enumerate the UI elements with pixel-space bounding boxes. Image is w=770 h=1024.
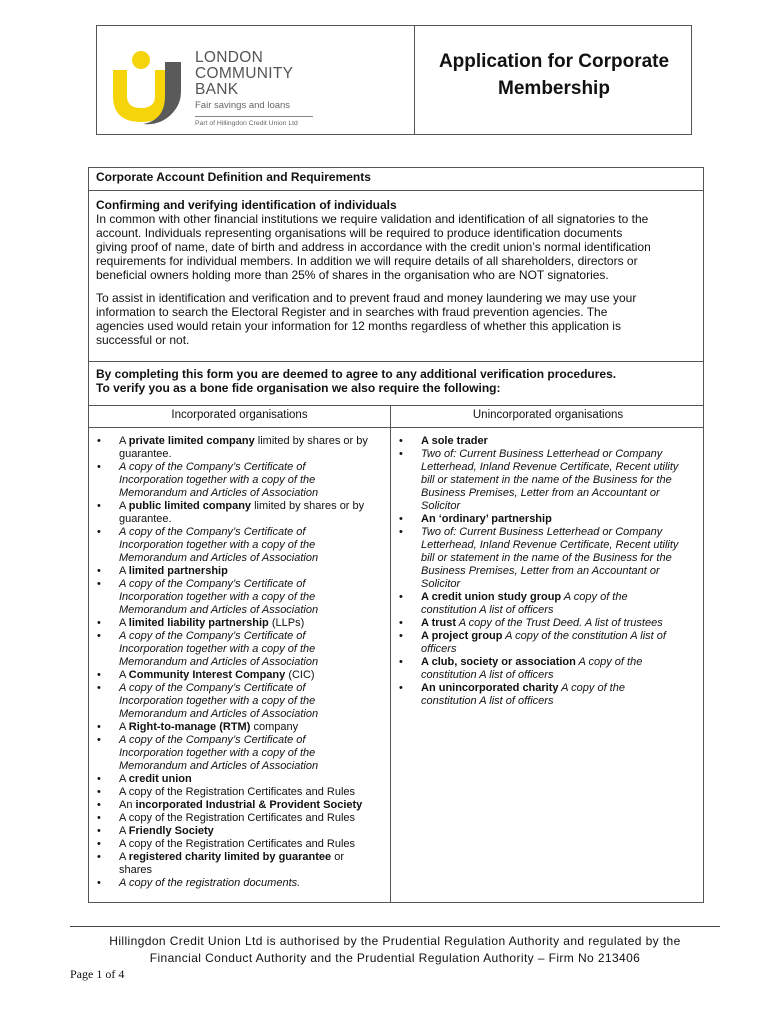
item-emphasis: A project group (421, 630, 503, 642)
footer-line-1: Hillingdon Credit Union Ltd is authorised by the Prudential Regulation Authority and regulated by the (109, 934, 681, 948)
agree-divider (89, 361, 703, 362)
brand-tagline: Fair savings and loans (195, 100, 291, 111)
footer-line-2: Financial Conduct Authority and the Prudential Regulation Authority – Firm No 213406 (149, 951, 641, 965)
column-divider (390, 405, 391, 902)
item-text: A copy of the Company’s Certificate of (119, 734, 306, 746)
item-text: A copy of the Trust Deed. A list of trustees (456, 617, 663, 629)
brand-name-line-2: COMMUNITY (195, 65, 294, 82)
item-continuation: Business Premises, Letter from an Accountant or (421, 565, 660, 577)
item-text: A (119, 617, 129, 629)
list-item (90, 565, 388, 578)
list-item (392, 448, 702, 513)
item-text: A (119, 500, 129, 512)
document-title (415, 48, 693, 102)
item-continuation: shares (119, 864, 153, 876)
item-text: A copy of the (558, 682, 625, 694)
item-text: (CIC) (285, 669, 315, 681)
item-text: A (119, 565, 129, 577)
item-emphasis: A club, society or association (421, 656, 576, 668)
item-text: A (119, 669, 129, 681)
list-item (90, 838, 388, 851)
list-item (392, 591, 702, 617)
item-text: A (119, 825, 129, 837)
list-item (90, 825, 388, 838)
agreement-line-1: By completing this form you are deemed to agree to any additional verification procedures. (96, 367, 617, 381)
item-text: A copy of the Registration Certificates and Rules (119, 838, 356, 850)
item-text: (LLPs) (268, 617, 305, 629)
brand-divider (195, 116, 313, 117)
identification-heading: Confirming and verifying identification of individuals (96, 198, 397, 212)
item-text: A (119, 773, 129, 785)
item-continuation: Incorporation together with a copy of the (119, 695, 316, 707)
list-item (90, 617, 388, 630)
list-item (90, 630, 388, 669)
list-item (392, 656, 702, 682)
verification-paragraph (96, 291, 696, 347)
item-emphasis: A credit union study group (421, 591, 562, 603)
requirements-table (88, 167, 704, 903)
item-emphasis: public limited company (128, 500, 252, 512)
item-continuation: Letterhead, Inland Revenue Certificate, Recent utility (421, 461, 679, 473)
list-item (90, 734, 388, 773)
london-community-bank-logo-icon (105, 48, 197, 126)
item-continuation: Incorporation together with a copy of the (119, 474, 316, 486)
item-emphasis: Right-to-manage (RTM) (128, 721, 251, 733)
item-text: Two of: Current Business Letterhead or Company (421, 526, 663, 538)
item-emphasis: registered charity limited by guarantee (128, 851, 332, 863)
item-emphasis: private limited company (128, 435, 255, 447)
incorporated-list (90, 435, 388, 890)
section-title: Corporate Account Definition and Requirements (96, 170, 371, 184)
item-continuation: Incorporation together with a copy of the (119, 747, 316, 759)
brand-block (195, 50, 313, 127)
paragraph-line: In common with other financial institutions we require validation and identification of all signatories to the (96, 212, 649, 226)
agreement-line-2: To verify you as a bone fide organisation we also require the following: (96, 381, 501, 395)
item-text: company (250, 721, 299, 733)
paragraph-line: account. Individuals representing organisations will be required to produce identification documents (96, 226, 623, 240)
item-continuation: Incorporation together with a copy of the (119, 539, 316, 551)
item-emphasis: limited partnership (128, 565, 228, 577)
list-item (90, 669, 388, 682)
item-text: A copy of the Company’s Certificate of (119, 630, 306, 642)
item-emphasis: limited liability partnership (128, 617, 269, 629)
item-text: A copy of the Registration Certificates and Rules (119, 786, 356, 798)
item-continuation: bill or statement in the name of the Business for the (421, 552, 672, 564)
column-heading-divider (89, 427, 703, 428)
unincorporated-list (392, 435, 702, 708)
list-item (90, 799, 388, 812)
list-item (90, 578, 388, 617)
page-number: Page 1 of 4 (70, 967, 125, 981)
item-text: or (331, 851, 344, 863)
agreement-statement (96, 367, 696, 395)
brand-name-line-3: BANK (195, 81, 239, 98)
item-continuation: guarantee. (119, 448, 172, 460)
list-item (392, 617, 702, 630)
list-item (90, 682, 388, 721)
item-text: An (119, 799, 136, 811)
list-item (392, 435, 702, 448)
paragraph-line: giving proof of name, date of birth and address in accordance with the credit union’s normal identification (96, 240, 651, 254)
item-continuation: Solicitor (421, 578, 461, 590)
item-text: A copy of the Company’s Certificate of (119, 526, 306, 538)
item-text: A copy of the (561, 591, 628, 603)
item-continuation: Memorandum and Articles of Association (119, 708, 319, 720)
list-item (392, 682, 702, 708)
item-text: A copy of the Company’s Certificate of (119, 682, 306, 694)
item-emphasis: Community Interest Company (128, 669, 286, 681)
item-continuation: Memorandum and Articles of Association (119, 656, 319, 668)
paragraph-line: requirements for individual members. In addition we will require details of all shareholders, directors or (96, 254, 638, 268)
item-continuation: constitution A list of officers (421, 604, 554, 616)
list-item (90, 812, 388, 825)
document-title-line-1: Application for Corporate (438, 51, 670, 72)
item-emphasis: An ‘ordinary’ partnership (421, 513, 552, 525)
paragraph-line: information to search the Electoral Register and in searches with fraud prevention agencies. The (96, 305, 608, 319)
identification-paragraph (96, 212, 696, 282)
incorporated-heading: Incorporated organisations (171, 409, 308, 421)
brand-name-line-1: LONDON (195, 49, 264, 66)
item-emphasis: Friendly Society (128, 825, 214, 837)
item-text: A copy of the registration documents. (119, 877, 301, 889)
item-text: A copy of the constitution A list of (502, 630, 666, 642)
item-emphasis: incorporated Industrial & Provident Society (135, 799, 363, 811)
item-continuation: Letterhead, Inland Revenue Certificate, Recent utility (421, 539, 679, 551)
list-item (90, 461, 388, 500)
item-continuation: constitution A list of officers (421, 695, 554, 707)
item-continuation: constitution A list of officers (421, 669, 554, 681)
item-text: Two of: Current Business Letterhead or Company (421, 448, 663, 460)
item-continuation: officers (421, 643, 457, 655)
document-title-line-2: Membership (498, 78, 610, 99)
header-box (96, 25, 692, 135)
item-text: limited by shares or by (251, 500, 365, 512)
paragraph-line: agencies used would retain your information for 12 months regardless of whether this application is (96, 319, 621, 333)
paragraph-line: beneficial owners holding more than 25% of shares in the organisation who are NOT signatories. (96, 268, 609, 282)
item-text: limited by shares or by (254, 435, 368, 447)
item-text: A (119, 721, 129, 733)
item-continuation: Memorandum and Articles of Association (119, 487, 319, 499)
item-text: A copy of the (575, 656, 643, 668)
item-continuation: guarantee. (119, 513, 172, 525)
list-item (90, 786, 388, 799)
item-text: A (119, 435, 129, 447)
paragraph-line: To assist in identification and verification and to prevent fraud and money laundering we may use your (96, 291, 637, 305)
item-emphasis: credit union (128, 773, 192, 785)
item-continuation: Solicitor (421, 500, 461, 512)
item-continuation: Memorandum and Articles of Association (119, 552, 319, 564)
list-item (90, 877, 388, 890)
list-item (90, 773, 388, 786)
list-item (90, 500, 388, 526)
section-title-divider (89, 190, 703, 191)
item-continuation: Incorporation together with a copy of the (119, 591, 316, 603)
list-item (392, 630, 702, 656)
item-text: A (119, 851, 129, 863)
item-emphasis: An unincorporated charity (421, 682, 559, 694)
item-continuation: bill or statement in the name of the Business for the (421, 474, 672, 486)
list-item (90, 851, 388, 877)
item-text: A copy of the Company’s Certificate of (119, 578, 306, 590)
item-continuation: Incorporation together with a copy of the (119, 643, 316, 655)
list-item (392, 526, 702, 591)
paragraph-line: successful or not. (96, 333, 190, 347)
item-continuation: Memorandum and Articles of Association (119, 604, 319, 616)
list-item (90, 435, 388, 461)
unincorporated-heading: Unincorporated organisations (472, 409, 624, 421)
list-item (392, 513, 702, 526)
item-continuation: Business Premises, Letter from an Accountant or (421, 487, 660, 499)
list-item (90, 721, 388, 734)
item-emphasis: A trust (421, 617, 457, 629)
item-text: A copy of the Registration Certificates and Rules (119, 812, 356, 824)
list-item (90, 526, 388, 565)
item-emphasis: A sole trader (421, 435, 488, 447)
columns-top-divider (89, 405, 703, 406)
brand-part-of: Part of Hillingdon Credit Union Ltd (195, 120, 298, 127)
footer (70, 926, 720, 967)
item-text: A copy of the Company’s Certificate of (119, 461, 306, 473)
identification-section (96, 198, 696, 347)
item-continuation: Memorandum and Articles of Association (119, 760, 319, 772)
